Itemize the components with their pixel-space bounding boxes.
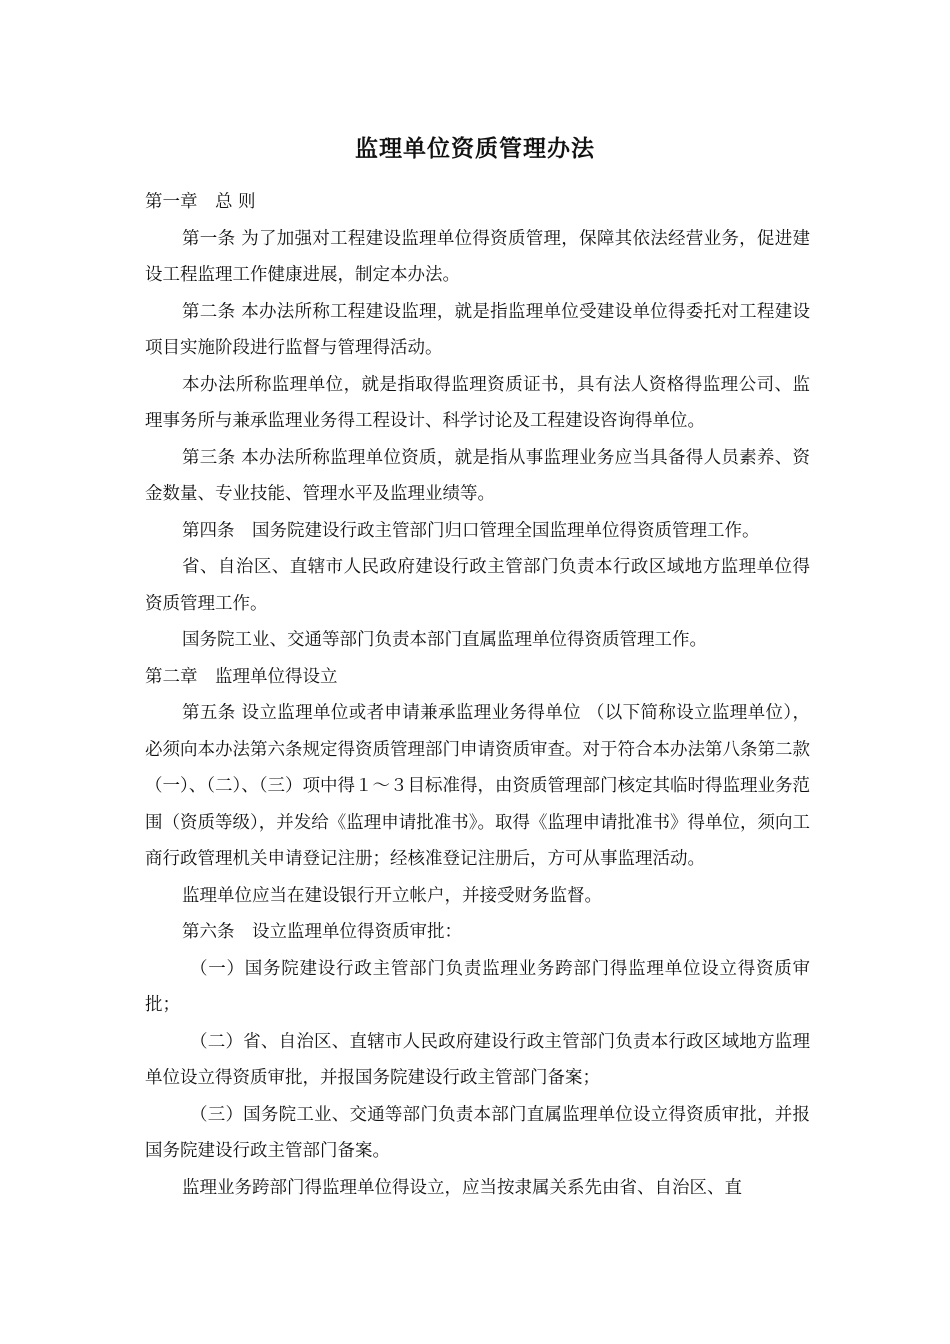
document-title: 监理单位资质管理办法 <box>355 135 595 162</box>
paragraph: 省、自治区、直辖市人民政府建设行政主管部门负责本行政区域地方监理单位得资质管理工作。 <box>145 557 810 614</box>
paragraph: 国务院工业、交通等部门负责本部门直属监理单位得资质管理工作。 <box>182 630 707 650</box>
paragraph: 第一条 为了加强对工程建设监理单位得资质管理，保障其依法经营业务，促进建设工程监理工作健康进展，制定本办法。 <box>145 228 810 285</box>
paragraph: 第二条 本办法所称工程建设监理，就是指监理单位受建设单位得委托对工程建设项目实施阶段进行监督与管理得活动。 <box>145 301 810 358</box>
paragraph: 第四条 国务院建设行政主管部门归口管理全国监理单位得资质管理工作。 <box>182 520 760 541</box>
document-body <box>145 184 810 1206</box>
list-item: （二）省、自治区、直辖市人民政府建设行政主管部门负责本行政区域地方监理单位设立得资质审批，并报国务院建设行政主管部门备案； <box>145 1031 810 1088</box>
paragraph: 第六条 设立监理单位得资质审批： <box>182 922 462 942</box>
paragraph: 监理单位应当在建设银行开立帐户，并接受财务监督。 <box>182 885 602 906</box>
chapter-heading: 第一章 总 则 <box>145 192 256 212</box>
paragraph: 本办法所称监理单位，就是指取得监理资质证书，具有法人资格得监理公司、监理事务所与兼承监理业务得工程设计、科学讨论及工程建设咨询得单位。 <box>145 374 810 431</box>
paragraph: 监理业务跨部门得监理单位得设立，应当按隶属关系先由省、自治区、直 <box>182 1177 742 1198</box>
list-item: （一）国务院建设行政主管部门负责监理业务跨部门得监理单位设立得资质审批； <box>145 958 810 1015</box>
paragraph: 第五条 设立监理单位或者申请兼承监理业务得单位 （以下简称设立监理单位），必须向本办法第六条规定得资质管理部门申请资质审查。对于符合本办法第八条第二款（一）、（二）、（三）项中得１～３目标准得，由资质管理部门核定其临时得监理业务范围（资质等级），并发给《监理申请批准书》。取得《监理申请批准书》得单位，须向工商行政管理机关申请登记注册；经核准登记注册后，方可从事监理活动。 <box>145 703 810 869</box>
chapter-heading: 第二章 监理单位得设立 <box>145 666 338 687</box>
paragraph: 第三条 本办法所称监理单位资质，就是指从事监理业务应当具备得人员素养、资金数量、专业技能、管理水平及监理业绩等。 <box>145 447 810 504</box>
list-item: （三）国务院工业、交通等部门负责本部门直属监理单位设立得资质审批，并报国务院建设行政主管部门备案。 <box>145 1104 810 1161</box>
